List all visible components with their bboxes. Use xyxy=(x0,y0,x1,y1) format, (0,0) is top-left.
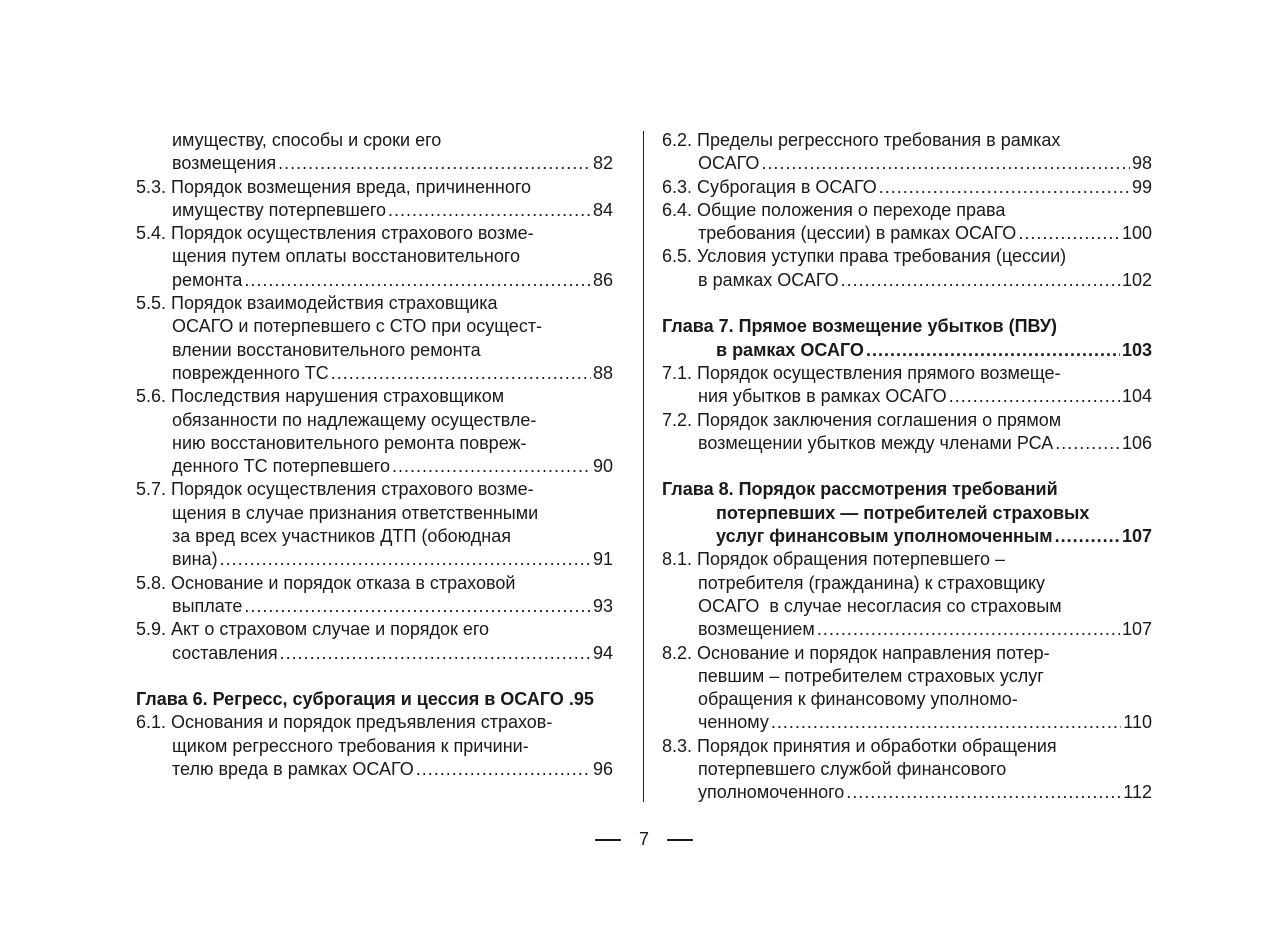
toc-page-number: 99 xyxy=(1131,176,1152,197)
toc-entry-text: имуществу, способы и сроки его xyxy=(172,130,442,150)
toc-chapter-title-line xyxy=(136,688,613,711)
leader-dots xyxy=(280,642,591,665)
page-number: 7 xyxy=(638,829,649,849)
leader-dots xyxy=(220,548,591,571)
spacer xyxy=(136,665,613,688)
toc-page-number: 112 xyxy=(1123,782,1152,803)
toc-entry-text: обязанности по надлежащему осуществле- xyxy=(172,409,537,430)
toc-entry-text: ченному xyxy=(698,712,769,733)
toc-entry-text: ОСАГО и потерпевшего с СТО при осущест- xyxy=(172,316,543,337)
leader-dots xyxy=(761,152,1130,175)
toc-entry-text: потерпевшего службой финансового xyxy=(698,759,1007,780)
toc-entry-text: имуществу потерпевшего xyxy=(172,199,387,220)
leader-dots xyxy=(416,758,591,781)
toc-entry-text: влении восстановительного ремонта xyxy=(172,339,481,360)
toc-entry-text: 7.2. Порядок заключения соглашения о прямом xyxy=(662,409,1062,430)
toc-page-number: 91 xyxy=(592,549,613,570)
toc-entry-5-8[interactable] xyxy=(136,572,613,619)
toc-entry-text: ния убытков в рамках ОСАГО xyxy=(698,386,947,407)
toc-entry-leader-line xyxy=(662,432,1152,455)
toc-entry-7-2[interactable] xyxy=(662,409,1152,456)
toc-page-number: 100 xyxy=(1121,223,1152,244)
toc-entry-text: 5.5. Порядок взаимодействия страховщика xyxy=(136,293,498,314)
toc-entry-text: 8.3. Порядок принятия и обработки обращения xyxy=(662,735,1057,756)
toc-entry-leader-line xyxy=(136,548,613,571)
toc-entry-leader-line xyxy=(662,339,1152,362)
toc-entry-8-2[interactable] xyxy=(662,642,1152,735)
toc-chapter-8[interactable] xyxy=(662,478,1152,548)
leader-dots xyxy=(1018,222,1120,245)
toc-chapter-title: в рамках ОСАГО xyxy=(716,339,864,360)
toc-entry-6-4[interactable] xyxy=(662,199,1152,246)
toc-page-number: 82 xyxy=(592,153,613,174)
toc-entry-text: 7.1. Порядок осуществления прямого возмеще- xyxy=(662,362,1061,383)
toc-entry-text: вина) xyxy=(172,549,218,570)
toc-entry-text: 6.5. Условия уступки права требования (цессии) xyxy=(662,246,1067,267)
toc-entry-leader-line xyxy=(662,711,1152,734)
toc-entry-leader-line xyxy=(662,176,1152,199)
toc-entry-text: щиком регрессного требования к причини- xyxy=(172,735,529,756)
toc-entry-text: певшим – потребителем страховых услуг xyxy=(698,665,1044,686)
toc-entry-text: за вред всех участников ДТП (обоюдная xyxy=(172,526,511,547)
toc-entry-text: возмещении убытков между членами РСА xyxy=(698,432,1054,453)
toc-entry-text: обращения к финансовому уполномо- xyxy=(698,689,1018,710)
toc-entry-5-3[interactable] xyxy=(136,176,613,223)
toc-entry-leader-line xyxy=(662,222,1152,245)
toc-entry-text: щения путем оплаты восстановительного xyxy=(172,246,521,267)
spacer xyxy=(662,455,1152,478)
toc-entry-text: 5.8. Основание и порядок отказа в страховой xyxy=(136,572,516,593)
leader-dots xyxy=(949,385,1120,408)
toc-entry-leader-line xyxy=(662,269,1152,292)
toc-page-number: 98 xyxy=(1131,153,1152,174)
toc-entry-text: 8.1. Порядок обращения потерпевшего – xyxy=(662,549,1006,570)
column-divider xyxy=(643,131,644,802)
toc-entry-leader-line xyxy=(136,152,613,175)
toc-entry-text: 5.3. Порядок возмещения вреда, причиненного xyxy=(136,176,532,197)
spacer xyxy=(662,292,1152,315)
leader-dots xyxy=(392,455,591,478)
leader-dots xyxy=(846,781,1121,804)
toc-entry-text: щения в случае признания ответственными xyxy=(172,502,539,523)
toc-entry-leader-line xyxy=(136,455,613,478)
toc-entry-text: 6.4. Общие положения о переходе права xyxy=(662,199,1006,220)
toc-entry-text: 5.6. Последствия нарушения страховщиком xyxy=(136,386,505,407)
toc-entry-text: поврежденного ТС xyxy=(172,362,329,383)
toc-page-number: 110 xyxy=(1123,712,1152,733)
toc-entry-5-5[interactable] xyxy=(136,292,613,385)
toc-chapter-title: потерпевших — потребителей страховых xyxy=(716,502,1090,523)
toc-entry-text: нию восстановительного ремонта повреж- xyxy=(172,432,527,453)
toc-chapter-6[interactable] xyxy=(136,688,613,711)
toc-entry-leader-line xyxy=(136,595,613,618)
toc-entry-leader-line xyxy=(136,758,613,781)
toc-page-number: 96 xyxy=(592,759,613,780)
toc-entry-text: ОСАГО xyxy=(698,153,760,174)
toc-entry-6-2[interactable] xyxy=(662,129,1152,176)
leader-dots xyxy=(278,152,591,175)
toc-page-number: 107 xyxy=(1121,526,1152,547)
toc-page-number: 102 xyxy=(1121,269,1152,290)
toc-entry-text: 6.3. Суброгация в ОСАГО xyxy=(662,176,877,197)
toc-entry-text: 6.1. Основания и порядок предъявления страхов- xyxy=(136,712,553,733)
toc-entry-text: 5.9. Акт о страховом случае и порядок его xyxy=(136,619,490,640)
toc-chapter-7[interactable] xyxy=(662,315,1152,362)
toc-entry-5-7[interactable] xyxy=(136,478,613,571)
leader-dots xyxy=(879,176,1130,199)
toc-entry-leader-line xyxy=(136,269,613,292)
toc-entry-text: выплате xyxy=(172,595,243,616)
toc-page-number: 93 xyxy=(592,595,613,616)
leader-dots xyxy=(1055,525,1120,548)
toc-entry-text: составления xyxy=(172,642,278,663)
leader-dots xyxy=(331,362,591,385)
leader-dots xyxy=(771,711,1121,734)
toc-page-number: 94 xyxy=(592,642,613,663)
toc-entry-text: ОСАГО в случае несогласия со страховым xyxy=(698,595,1062,616)
leader-dots xyxy=(817,618,1120,641)
toc-entry-text: возмещения xyxy=(172,153,277,174)
toc-chapter-title: Глава 7. Прямое возмещение убытков (ПВУ) xyxy=(662,316,1058,337)
toc-entry-text: 6.2. Пределы регрессного требования в рамках xyxy=(662,130,1061,150)
toc-entry-text: 5.4. Порядок осуществления страхового возме- xyxy=(136,223,534,244)
toc-entry-6-1[interactable] xyxy=(136,711,613,781)
toc-entry-leader-line xyxy=(136,362,613,385)
toc-entry-leader-line xyxy=(662,781,1152,804)
toc-entry-6-5[interactable] xyxy=(662,245,1152,292)
toc-entry-text: 5.7. Порядок осуществления страхового возме- xyxy=(136,479,534,500)
toc-chapter-title: Глава 6. Регресс, суброгация и цессия в ОСАГО xyxy=(136,689,564,710)
leader-dots xyxy=(388,199,591,222)
toc-page-number: .95 xyxy=(568,689,594,710)
toc-entry-5-6[interactable] xyxy=(136,385,613,478)
toc-page-number: 86 xyxy=(592,269,613,290)
toc-entry-leader-line xyxy=(136,199,613,222)
toc-entry-5-2-continued[interactable] xyxy=(136,129,613,176)
toc-entry-leader-line xyxy=(662,152,1152,175)
toc-entry-leader-line xyxy=(662,618,1152,641)
toc-entry-text: в рамках ОСАГО xyxy=(698,269,839,290)
toc-entry-7-1[interactable] xyxy=(662,362,1152,409)
toc-page-number: 90 xyxy=(592,456,613,477)
leader-dots xyxy=(244,595,591,618)
footer-dash-left xyxy=(595,839,621,841)
page-footer xyxy=(0,829,1288,850)
toc-entry-text: уполномоченного xyxy=(698,782,845,803)
toc-page-number: 106 xyxy=(1121,432,1152,453)
toc-entry-leader-line xyxy=(136,642,613,665)
toc-right-column xyxy=(662,129,1152,805)
toc-entry-text: ремонта xyxy=(172,269,243,290)
toc-page-number: 107 xyxy=(1121,619,1152,640)
toc-entry-5-9[interactable] xyxy=(136,618,613,665)
toc-entry-leader-line xyxy=(662,525,1152,548)
toc-entry-5-4[interactable] xyxy=(136,222,613,292)
toc-left-column xyxy=(136,129,613,781)
toc-entry-text: телю вреда в рамках ОСАГО xyxy=(172,759,414,780)
toc-entry-leader-line xyxy=(662,385,1152,408)
toc-entry-8-3[interactable] xyxy=(662,735,1152,805)
leader-dots xyxy=(1055,432,1120,455)
toc-entry-text: потребителя (гражданина) к страховщику xyxy=(698,572,1046,593)
leader-dots xyxy=(866,339,1120,362)
leader-dots xyxy=(841,269,1120,292)
toc-entry-text: требования (цессии) в рамках ОСАГО xyxy=(698,223,1017,244)
footer-dash-right xyxy=(667,839,693,841)
toc-entry-text: возмещением xyxy=(698,619,815,640)
toc-page-number: 84 xyxy=(592,199,613,220)
toc-chapter-title: Глава 8. Порядок рассмотрения требований xyxy=(662,479,1058,500)
toc-entry-text: 8.2. Основание и порядок направления потер- xyxy=(662,642,1050,663)
toc-page-number: 103 xyxy=(1121,339,1152,360)
toc-chapter-title: услуг финансовым уполномоченным xyxy=(716,526,1053,547)
toc-entry-8-1[interactable] xyxy=(662,548,1152,641)
toc-entry-text: денного ТС потерпевшего xyxy=(172,456,390,477)
toc-page-number: 104 xyxy=(1121,386,1152,407)
toc-page-number: 88 xyxy=(592,362,613,383)
leader-dots xyxy=(244,269,591,292)
toc-entry-6-3[interactable] xyxy=(662,176,1152,199)
